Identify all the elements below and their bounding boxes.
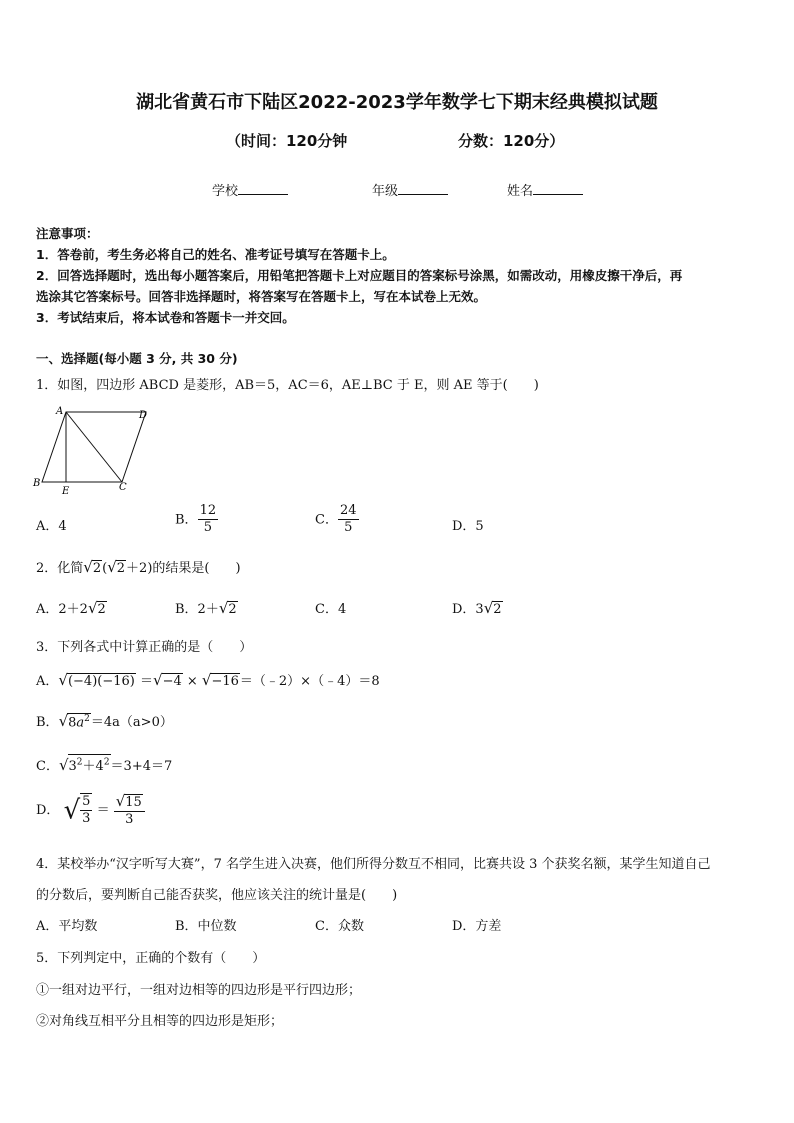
- grade-field: [372, 180, 448, 199]
- grade-blank[interactable]: [398, 182, 448, 195]
- q1-option-b[interactable]: [175, 503, 218, 537]
- label-b: B: [33, 478, 41, 489]
- label-e: E: [62, 486, 70, 494]
- option-label: C．: [315, 512, 338, 528]
- question-2-stem: 2．化简√2(√2＋2)的结果是( ): [36, 558, 241, 576]
- option-label: B．: [175, 512, 198, 528]
- question-5-stem: 5．下列判定中，正确的个数有（ ）: [36, 951, 266, 966]
- notice-item: 选涂其它答案标号。回答非选择题时，将答案写在答题卡上，写在本试卷上无效。: [36, 289, 487, 304]
- name-field: [507, 180, 583, 199]
- rhombus-figure: [32, 402, 154, 494]
- school-field: [212, 180, 288, 199]
- q2-option-d[interactable]: D．3√2: [452, 599, 502, 617]
- question-1-stem: 1．如图，四边形 ABCD 是菱形，AB＝5，AC＝6，AE⊥BC 于 E，则 AE 等于( ): [36, 378, 539, 393]
- section-heading: 一、选择题(每小题 3 分, 共 30 分): [36, 351, 238, 366]
- q2-option-b[interactable]: B．2＋√2: [175, 599, 237, 617]
- question-4-stem-line1: 4．某校举办“汉字听写大赛”，7 名学生进入决赛，他们所得分数互不相同，比赛共设 3 个获奖名额，某学生知道自己: [36, 857, 711, 872]
- question-4-stem-line2: 的分数后，要判断自己能否获奖，他应该关注的统计量是( ): [36, 888, 398, 903]
- school-label: 学校: [212, 184, 239, 199]
- school-blank[interactable]: [238, 182, 288, 195]
- exam-score: 分数：120分）: [458, 132, 565, 150]
- q4-option-b[interactable]: B．中位数: [175, 919, 237, 934]
- q4-option-a[interactable]: A．平均数: [36, 919, 98, 934]
- name-blank[interactable]: [533, 182, 583, 195]
- page-title: 湖北省黄石市下陆区2022-2023学年数学七下期末经典模拟试题: [136, 92, 658, 113]
- q5-statement-1: ①一组对边平行，一组对边相等的四边形是平行四边形；: [36, 983, 362, 998]
- fraction: $\frac{5}{3}$: [82, 794, 91, 827]
- q3-option-c[interactable]: C．$√3^2+4^2=3+4=7$: [36, 756, 173, 774]
- name-label: 姓名: [507, 184, 534, 199]
- label-d: D: [139, 410, 148, 421]
- notice-heading: 注意事项：: [36, 226, 99, 241]
- q1-option-c[interactable]: [315, 503, 359, 537]
- fraction: $\frac{√15}{3}$: [114, 792, 145, 829]
- q4-option-d[interactable]: D．方差: [452, 919, 502, 934]
- q3-option-d[interactable]: D． √ $\frac{5}{3}$ ＝ $\frac{√15}{3}$: [36, 792, 145, 829]
- q5-statement-2: ②对角线互相平分且相等的四边形是矩形；: [36, 1014, 284, 1029]
- notice-item: 2．回答选择题时，选出每小题答案后，用铅笔把答题卡上对应题目的答案标号涂黑，如需改动，用橡皮擦干净后，再: [36, 268, 683, 283]
- question-3-stem: 3．下列各式中计算正确的是（ ）: [36, 640, 253, 655]
- label-a: A: [56, 406, 64, 417]
- notice-item: 1．答卷前，考生务必将自己的姓名、准考证号填写在答题卡上。: [36, 247, 395, 262]
- q3-option-b[interactable]: B．$√8a^2=4a(a>0)$: [36, 712, 173, 730]
- fraction: $\frac{24}{5}$: [339, 503, 357, 536]
- q3-option-a[interactable]: A．√(−4)(−16) ＝√−4 × √−16＝（﹣2）×（﹣4）＝8: [36, 671, 380, 689]
- grade-label: 年级: [372, 184, 399, 199]
- q2-option-c[interactable]: C．4: [315, 602, 347, 617]
- notice-item: 3．考试结束后，将本试卷和答题卡一并交回。: [36, 310, 295, 325]
- fraction: $\frac{12}{5}$: [199, 503, 217, 536]
- label-c: C: [119, 482, 127, 493]
- q1-option-d[interactable]: D．5: [452, 519, 484, 534]
- q4-option-c[interactable]: C．众数: [315, 919, 364, 934]
- exam-time: （时间：120分钟: [226, 132, 348, 150]
- q1-option-a[interactable]: A．4: [36, 519, 67, 534]
- q2-option-a[interactable]: A．2＋2√2: [36, 599, 106, 617]
